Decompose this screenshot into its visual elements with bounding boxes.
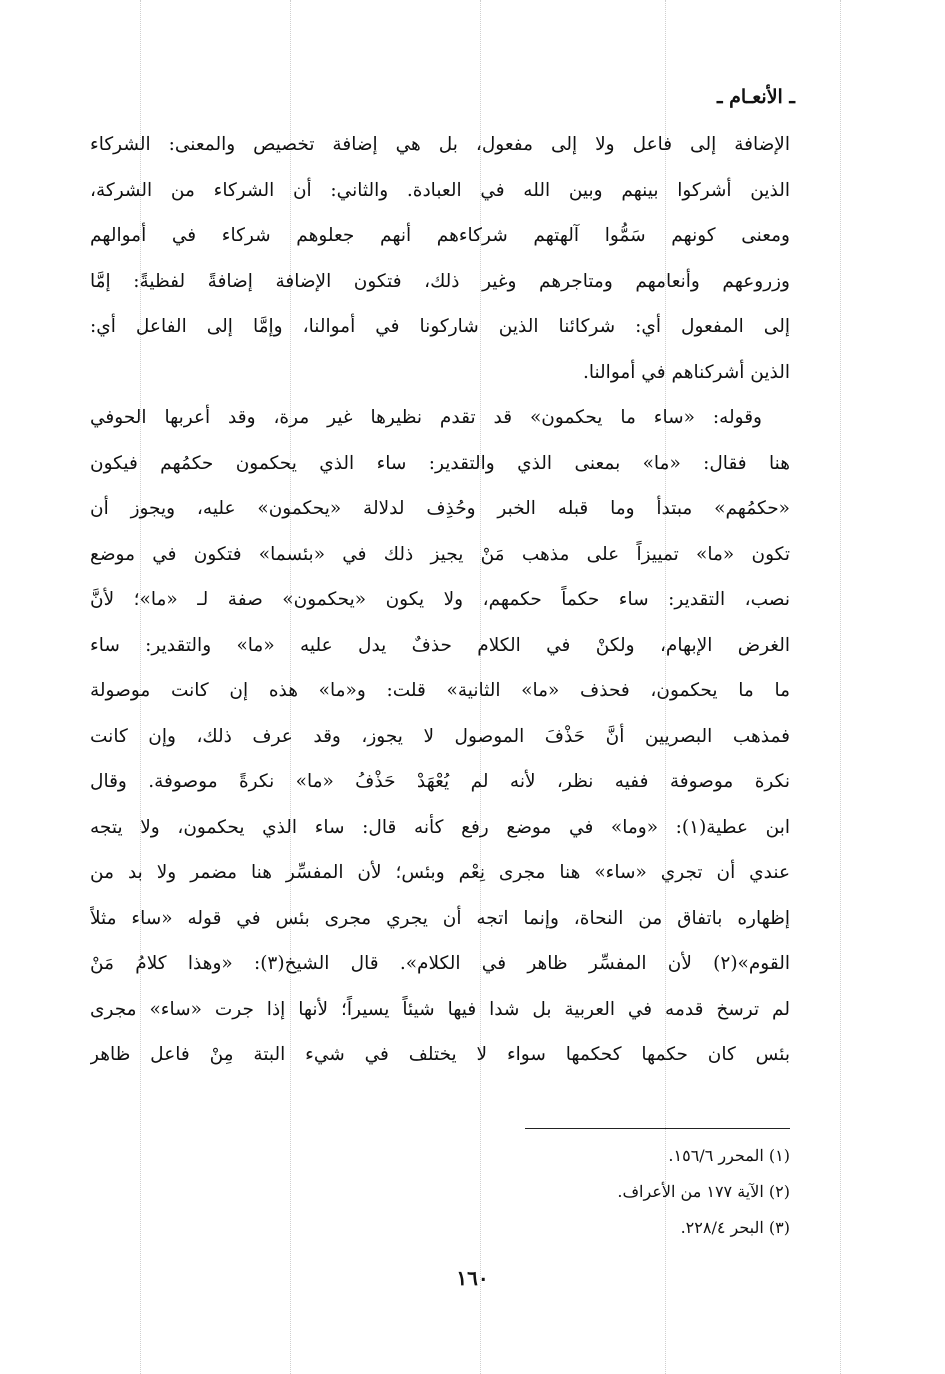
body-text — [90, 122, 790, 1078]
footnote-item: (١) المحرر ١٥٦/٦. — [668, 1146, 790, 1165]
text-line: نصب، التقدير: ساء حكماً حكمهم، ولا يكون «يحكمون» صفة لـ «ما»؛ لأنَّ — [90, 589, 790, 610]
page-number: ١٦٠ — [456, 1266, 489, 1290]
text-line: ومعنى كونهم سَمُّوا آلهتهم شركاءهم أنهم جعلوهم شركاء في أموالهم — [90, 225, 790, 246]
text-line: «حكمُهم» مبتدأ وما قبله الخبر وحُذِف لدلالة «يحكمون» عليه، ويجوز أن — [90, 498, 790, 519]
text-line: هنا فقال: «ما» بمعنى الذي والتقدير: ساء الذي يحكمون حكمُهم فيكون — [90, 452, 790, 474]
text-line: عندي أن تجري «ساء» هنا مجرى نِعْم وبئس؛ لأن المفسِّر هنا مضمر ولا بد من — [90, 862, 790, 883]
text-line: بئس كان حكمها كحكمها سواء لا يختلف في شيء البتة مِنْ فاعل ظاهر — [90, 1044, 790, 1065]
text-line: وزروعهم وأنعامهم ومتاجرهم وغير ذلك، فتكون الإضافة إضافةً لفظيةً: إمَّا — [90, 270, 790, 292]
text-line: وقوله: «ساء ما يحكمون» قد تقدم نظيرها غير مرة، وقد أعربها الحوفي — [90, 407, 762, 428]
text-line: تكون «ما» تمييزاً على مذهب مَنْ يجيز ذلك في «بئسما» فتكون في موضع — [90, 543, 790, 565]
footnote-separator — [525, 1128, 790, 1129]
running-header: ـ الأنعـام ـ — [716, 86, 795, 108]
footnote-item: (٣) البحر ٢٢٨/٤. — [680, 1218, 790, 1237]
text-line: الذين أشركوا بينهم وبين الله في العبادة. والثاني: أن الشركاء من الشركة، — [90, 179, 790, 201]
text-line: القوم»(٢) لأن المفسِّر ظاهر في الكلام». قال الشيخ(٣): «وهذا كلامُ مَنْ — [90, 953, 790, 974]
footnotes — [370, 1138, 790, 1246]
text-line: لم ترسخ قدمه في العربية بل شدا فيها شيئاً يسيراً؛ لأنها إذا جرت «ساء» مجرى — [90, 998, 790, 1020]
text-line: ابن عطية(١): «وما» في موضع رفع كأنه قال: ساء الذي يحكمون، ولا يتجه — [90, 816, 790, 838]
text-line: إلى المفعول أي: شركائنا الذين شاركونا في أموالنا، وإمَّا إلى الفاعل أي: — [90, 316, 790, 337]
scan-guide-line — [840, 0, 841, 1374]
text-line: الذين أشركناهم في أموالنا. — [582, 361, 790, 383]
text-line: نكرة موصوفة ففيه نظر، لأنه لم يُعْهَدْ حَذْفُ «ما» نكرةً موصوفة. وقال — [90, 771, 790, 792]
text-line: ما ما يحكمون، فحذف «ما» الثانية» قلت: و«ما» هذه إن كانت موصولة — [90, 680, 790, 701]
text-line: الإضافة إلى فاعل ولا إلى مفعول، بل هي إضافة تخصيص والمعنى: الشركاء — [90, 134, 790, 155]
footnote-item: (٢) الآية ١٧٧ من الأعراف. — [617, 1182, 790, 1201]
text-line: الغرض الإبهام، ولكنْ في الكلام حذفٌ يدل عليه «ما» والتقدير: ساء — [90, 634, 790, 656]
text-line: فمذهب البصريين أنَّ حَذْفَ الموصول لا يجوز، وقد عرف ذلك، وإن كانت — [90, 725, 790, 747]
text-line: إظهاره باتفاق من النحاة، وإنما اتجه أن يجري مجرى بئس في قوله «ساء مثلاً — [90, 907, 790, 929]
